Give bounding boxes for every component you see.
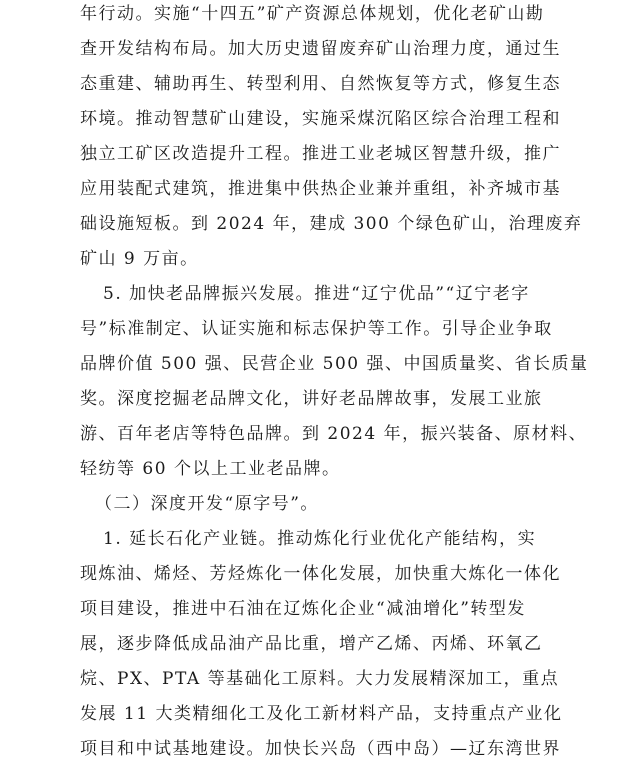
text-line: 品牌价值 500 强、民营企业 500 强、中国质量奖、省长质量 [80,354,589,374]
section-heading: （二）深度开发“原字号”。 [95,494,319,514]
text-line: 发展 11 大类精细化工及化工新材料产品，支持重点产业化 [80,704,563,724]
text-line: 查开发结构布局。加大历史遗留废弃矿山治理力度，通过生 [80,39,561,59]
text-line: 现炼油、烯烃、芳烃炼化一体化发展，加快重大炼化一体化 [80,564,561,584]
text-line: 5. 加快老品牌振兴发展。推进“辽宁优品”“辽宁老字 [103,284,530,304]
text-line: 项目和中试基地建设。加快长兴岛（西中岛）—辽东湾世界 [80,739,561,759]
text-line: 态重建、辅助再生、转型利用、自然恢复等方式，修复生态 [80,74,561,94]
text-line: 轻纺等 60 个以上工业老品牌。 [80,459,341,479]
text-line: 1. 延长石化产业链。推动炼化行业优化产能结构，实 [103,529,537,549]
text-line: 展，逐步降低成品油产品比重，增产乙烯、丙烯、环氧乙 [80,634,543,654]
text-line: 项目建设，推进中石油在辽炼化企业“减油增化”转型发 [80,599,526,619]
text-line: 环境。推动智慧矿山建设，实施采煤沉陷区综合治理工程和 [80,109,561,129]
text-line: 年行动。实施“十四五”矿产资源总体规划，优化老矿山勘 [80,4,545,24]
text-line: 矿山 9 万亩。 [80,249,199,269]
text-line: 奖。深度挖掘老品牌文化，讲好老品牌故事，发展工业旅 [80,389,543,409]
text-line: 础设施短板。到 2024 年，建成 300 个绿色矿山，治理废弃 [80,214,583,234]
text-line: 应用装配式建筑，推进集中供热企业兼并重组，补齐城市基 [80,179,561,199]
text-line: 游、百年老店等特色品牌。到 2024 年，振兴装备、原材料、 [80,424,588,444]
text-line: 独立工矿区改造提升工程。推进工业老城区智慧升级，推广 [80,144,561,164]
text-line: 烷、PX、PTA 等基础化工原料。大力发展精深加工，重点 [80,669,560,689]
text-line: 号”标准制定、认证实施和标志保护等工作。引导企业争取 [80,319,553,339]
